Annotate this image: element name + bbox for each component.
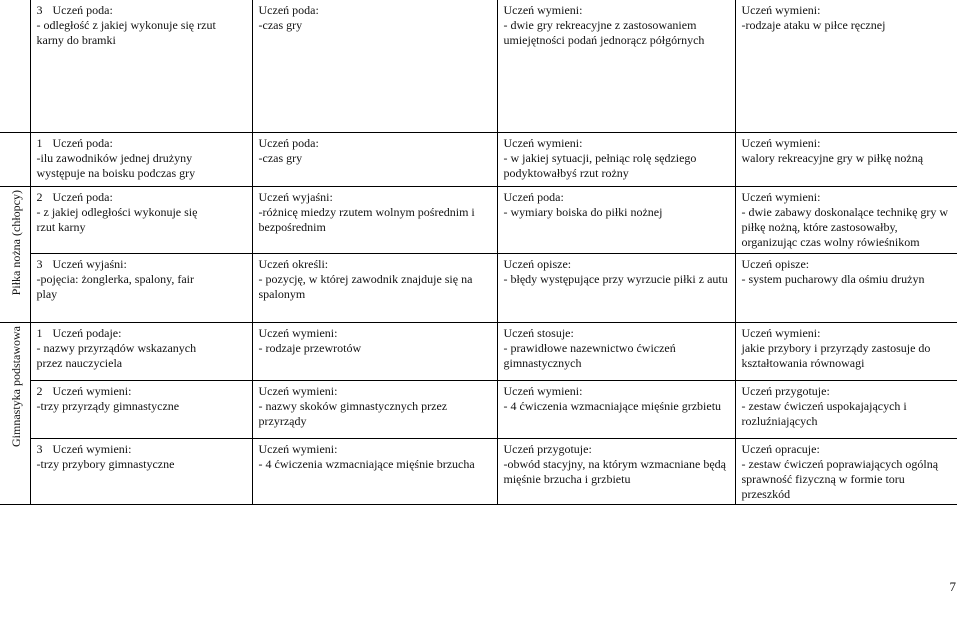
cell-heading: Uczeń poda: [52,3,113,17]
cell-line: - w jakiej sytuacji, pełniąc rolę sędziego [503,150,697,165]
table-cell-c4 [735,132,957,186]
page-number: 7 [949,579,956,594]
table-cell-c2 [252,132,497,186]
cell-heading: Uczeń wymieni: [741,3,821,17]
cell-heading: Uczeń poda: [52,135,113,150]
table-cell-c3 [497,0,735,132]
cell-heading: Uczeń poda: [503,189,564,204]
cell-line: jakie przybory i przyrządy zastosuje do [741,340,931,355]
table-cell-c3 [497,186,735,253]
cell-line: gimnastycznych [503,355,582,370]
cell-heading: Uczeń przygotuje: [741,383,830,398]
cell-line: - wymiary boiska do piłki nożnej [503,204,663,219]
section-label-gymnastics: Gimnastyka podstawowa [8,325,23,447]
table-cell-c4 [735,380,957,438]
table-cell-c3 [497,438,735,504]
cell-heading: Uczeń wymieni: [52,441,132,456]
cell-line: - z jakiej odległości wykonuje się [36,204,198,219]
cell-heading: Uczeń wymieni: [258,325,338,340]
row-number: 1 [36,135,43,150]
cell-heading: Uczeń opracuje: [741,441,820,456]
cell-heading: Uczeń poda: [258,135,319,150]
table-cell-c4 [735,322,957,380]
cell-heading: Uczeń stosuje: [503,325,574,340]
row-number: 3 [36,441,43,456]
cell-line: -czas gry [258,18,303,32]
table-row [0,0,957,132]
cell-line: rzut karny [36,219,86,234]
table-cell-c1 [30,322,252,380]
cell-line: karny do bramki [36,33,116,47]
cell-line: - odległość z jakiej wykonuje się rzut [36,18,216,32]
cell-heading: Uczeń wyjaśni: [52,256,127,271]
cell-line: play [36,286,58,301]
cell-line: przeszkód [741,486,791,501]
table-cell-c4 [735,438,957,504]
table-row [0,132,957,186]
cell-heading: Uczeń określi: [258,256,329,271]
section-label-gymnastics-cell [0,322,30,504]
row-number: 2 [36,383,43,398]
cell-line: mięśnie brzucha i grzbietu [503,471,631,486]
cell-line: - pozycję, w której zawodnik znajduje się na [258,271,473,286]
table-cell-c1 [30,132,252,186]
table-cell-c2 [252,380,497,438]
cell-heading: Uczeń wymieni: [503,3,583,17]
cell-heading: Uczeń podaje: [52,325,122,340]
section-label-football: Piłka nożna (chłopcy) [8,189,23,295]
cell-line: - 4 ćwiczenia wzmacniające mięśnie grzbietu [503,398,722,413]
cell-heading: Uczeń wymieni: [52,383,132,398]
section-label-football-cell [0,186,30,322]
row-number: 1 [36,325,43,340]
cell-line: - prawidłowe nazewnictwo ćwiczeń [503,340,676,355]
cell-heading: Uczeń opisze: [741,256,810,271]
row-number: 3 [36,256,43,271]
table-cell-c3 [497,322,735,380]
table-cell-c1 [30,0,252,132]
cell-line: -rodzaje ataku w piłce ręcznej [741,18,886,32]
table-cell-c4 [735,0,957,132]
cell-heading: Uczeń wymieni: [258,441,338,456]
table-cell-c3 [497,132,735,186]
cell-line: - 4 ćwiczenia wzmacniające mięśnie brzucha [258,456,475,471]
cell-heading: Uczeń wymieni: [741,325,821,340]
cell-line: przez nauczyciela [36,355,123,370]
cell-line: - błędy występujące przy wyrzucie piłki z autu [503,271,728,286]
cell-line: - nazwy przyrządów wskazanych [36,340,197,355]
cell-line: -pojęcia: żonglerka, spalony, fair [36,271,194,286]
table-cell-c3 [497,380,735,438]
cell-line: - zestaw ćwiczeń uspokajających i [741,398,907,413]
cell-line: -trzy przybory gimnastyczne [36,456,175,471]
table-cell-c3 [497,253,735,322]
cell-heading: Uczeń wyjaśni: [258,189,333,204]
cell-heading: Uczeń wymieni: [741,189,821,204]
table-cell-c2 [252,186,497,253]
cell-heading: Uczeń wymieni: [741,135,821,150]
table-cell-c1 [30,380,252,438]
cell-line: podyktowałbyś rzut rożny [503,165,629,180]
table-cell-c1 [30,253,252,322]
cell-line: -czas gry [258,150,303,165]
cell-line: -ilu zawodników jednej drużyny [36,150,193,165]
cell-heading: Uczeń wymieni: [503,383,583,398]
row-number: 3 [36,3,43,17]
cell-line: - rodzaje przewrotów [258,340,362,355]
cell-line: organizując czas wolny rówieśnikom [741,234,920,249]
table-row [0,438,957,504]
cell-line: - nazwy skoków gimnastycznych przez [258,398,448,413]
cell-line: piłkę nożną, które zastosowałby, [741,219,898,234]
cell-heading: Uczeń wymieni: [258,383,338,398]
section-cell-prev [0,0,30,132]
cell-heading: Uczeń poda: [52,189,113,204]
table-row [0,253,957,322]
table-cell-c2 [252,438,497,504]
table-cell-c2 [252,0,497,132]
cell-line: - system pucharowy dla ośmiu drużyn [741,271,925,286]
cell-line: kształtowania równowagi [741,355,865,370]
cell-line: -trzy przyrządy gimnastyczne [36,398,180,413]
cell-heading: Uczeń opisze: [503,256,572,271]
cell-line: umiejętności podań jednorącz półgórnych [503,33,705,47]
cell-line: walory rekreacyjne gry w piłkę nożną [741,150,924,165]
table-row [0,380,957,438]
table-row [0,186,957,253]
cell-line: spalonym [258,286,306,301]
cell-heading: Uczeń wymieni: [503,135,583,150]
cell-line: bezpośrednim [258,219,326,234]
cell-heading: Uczeń przygotuje: [503,441,592,456]
cell-line: przyrządy [258,413,307,428]
table-cell-c2 [252,322,497,380]
cell-line: -różnicę miedzy rzutem wolnym pośrednim i [258,204,475,219]
cell-heading: Uczeń poda: [258,3,319,17]
table-cell-c4 [735,253,957,322]
cell-line: -obwód stacyjny, na którym wzmacniane będą [503,456,726,471]
cell-line: rozluźniających [741,413,818,428]
table-cell-c1 [30,186,252,253]
table-cell-c4 [735,186,957,253]
row-number: 2 [36,189,43,204]
table-row [0,322,957,380]
section-cell-prev-2 [0,132,30,186]
cell-line: sprawność fizyczną w formie toru [741,471,905,486]
cell-line: - dwie zabawy doskonalące technikę gry w [741,204,949,219]
table-cell-c1 [30,438,252,504]
cell-line: występuje na boisku podczas gry [36,165,196,180]
cell-line: - dwie gry rekreacyjne z zastosowaniem [503,18,697,32]
cell-line: - zestaw ćwiczeń poprawiających ogólną [741,456,939,471]
table-cell-c2 [252,253,497,322]
